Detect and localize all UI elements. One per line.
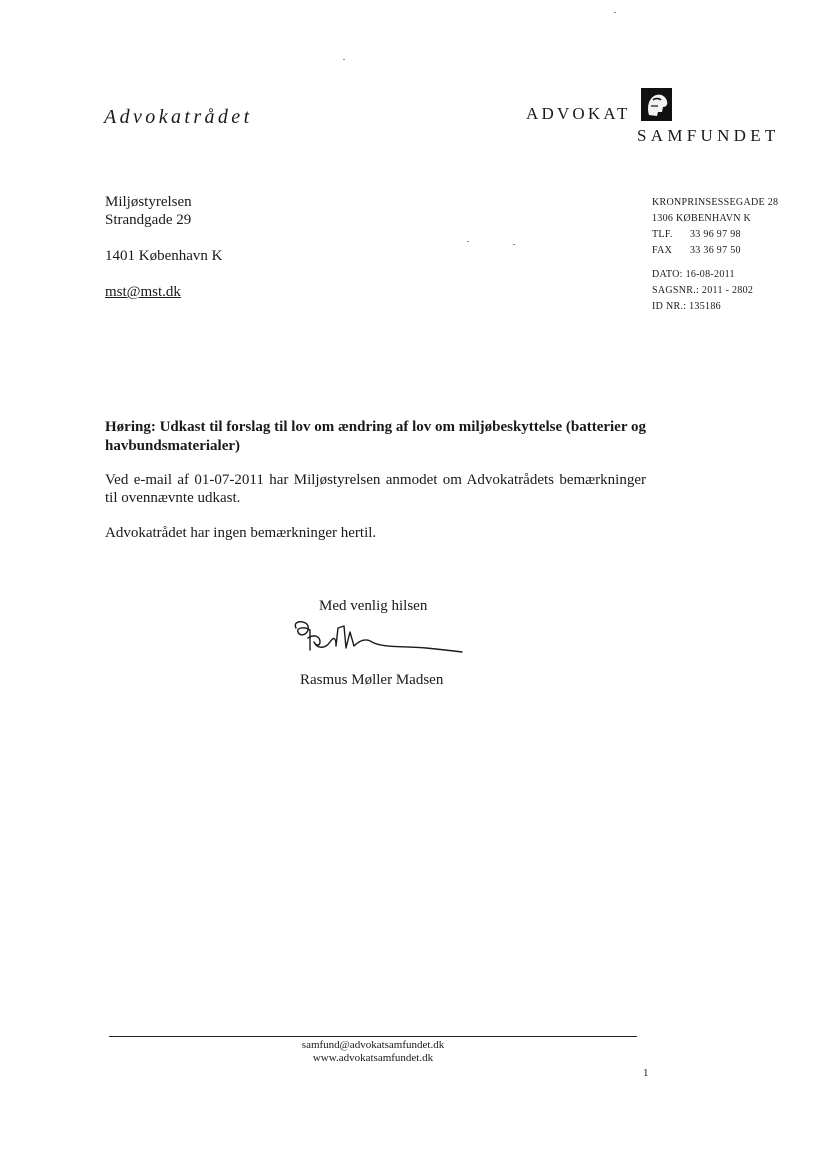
phone-label: TLF. [652,229,673,240]
case-number: SAGSNR.: 2011 - 2802 [652,285,754,296]
signature-icon [286,616,466,666]
signer-name: Rasmus Møller Madsen [300,672,444,688]
recipient-street: Strandgade 29 [105,212,192,228]
fax-label: FAX [652,245,673,256]
sender-city: 1306 KØBENHAVN K [652,213,752,224]
society-name-line1: ADVOKAT [526,104,631,123]
society-name-line2: SAMFUNDET [637,126,780,145]
council-name: Advokatrådet [104,106,253,128]
paragraph-2: Advokatrådet har ingen bemærkninger hertil. [105,525,377,541]
helmet-logo-icon [641,88,672,121]
scan-speck [614,12,616,13]
recipient-name: Miljøstyrelsen [105,194,192,210]
id-number: ID NR.: 135186 [652,301,721,312]
recipient-email[interactable]: mst@mst.dk [105,284,181,300]
closing-greeting: Med venlig hilsen [319,598,428,614]
scan-speck [467,241,469,242]
recipient-address [105,193,222,301]
recipient-city: 1401 København K [105,248,223,264]
footer [109,1039,637,1065]
footer-website[interactable]: www.advokatsamfundet.dk [312,1052,434,1064]
paragraph-1: Ved e-mail af 01-07-2011 har Miljøstyrelsen anmodet om Advokatrådets bemærkninger til ovennævnte udkast. [105,472,646,506]
sender-info [652,195,778,315]
page-number: 1 [643,1067,649,1079]
scan-speck [513,244,515,245]
letter-body [105,471,646,523]
letter-date: DATO: 16-08-2011 [652,269,735,280]
footer-email[interactable]: samfund@advokatsamfundet.dk [301,1039,445,1051]
letter-subject: Høring: Udkast til forslag til lov om ændring af lov om miljøbeskyttelse (batterier og havbundsmaterialer) [105,419,646,454]
scan-speck [343,59,345,60]
phone-number: 33 96 97 98 [690,229,741,240]
footer-divider [109,1036,637,1037]
sender-street: KRONPRINSESSEGADE 28 [652,197,779,208]
fax-number: 33 36 97 50 [690,245,741,256]
